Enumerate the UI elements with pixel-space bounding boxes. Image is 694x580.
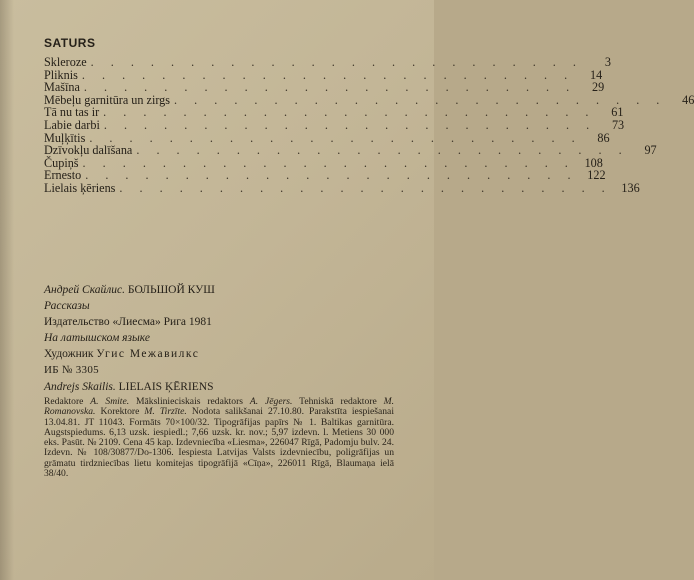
toc-entry-page: 29 bbox=[592, 80, 605, 95]
toc-entry-title: Tā nu tas ir bbox=[44, 105, 100, 120]
toc-entry-page: 86 bbox=[597, 130, 610, 145]
toc-leader-dots: . . . . . . . . . . . . . . . . . . . . . . . . . bbox=[103, 105, 596, 120]
toc-entry-title: Mašīna bbox=[44, 80, 80, 95]
ru-artist-line bbox=[44, 346, 394, 362]
ru-genre: Рассказы bbox=[44, 300, 90, 312]
toc-entry bbox=[44, 55, 611, 69]
toc-leader-dots: . . . . . . . . . . . . . . . . . . . . . . . . . bbox=[81, 67, 575, 82]
toc-leader-dots: . . . . . . . . . . . . . . . . . . . . . . . . . bbox=[85, 168, 578, 183]
toc-entry-page: 122 bbox=[587, 168, 606, 183]
toc-leader-dots: . . . . . . . . . . . . . . . . . . . . . . . . . bbox=[119, 180, 612, 195]
toc-leader-dots: . . . . . . . . . . . . . . . . . . . . . . . . . bbox=[174, 92, 667, 107]
toc-entry-page: 61 bbox=[611, 105, 624, 120]
credits-paragraph bbox=[44, 397, 394, 479]
toc-heading: SATURS bbox=[44, 36, 96, 50]
credits-tech-editor: M. Romanovska. bbox=[44, 396, 394, 418]
toc-leader-dots: . . . . . . . . . . . . . . . . . . . . . . . . . bbox=[90, 55, 583, 69]
ru-author: Андрей Скайлис. bbox=[44, 284, 126, 296]
toc-entry-title: Lielais ķēriens bbox=[44, 180, 116, 195]
toc-entry-page: 46 bbox=[682, 92, 694, 107]
lv-author: Andrejs Skailis. bbox=[44, 381, 116, 393]
toc-entry bbox=[44, 143, 657, 158]
credits-art-editor: A. Jēgers. bbox=[249, 396, 293, 407]
toc-entry-title: Ernesto bbox=[44, 168, 82, 183]
toc-entry bbox=[44, 180, 640, 195]
lv-author-title-line bbox=[44, 379, 394, 395]
toc-leader-dots: . . . . . . . . . . . . . . . . . . . . . . . . . bbox=[103, 117, 597, 132]
toc-entry-title: Čupiņš bbox=[44, 155, 79, 170]
ru-publisher: Издательство «Лиесма» Рига 1981 bbox=[44, 316, 212, 328]
toc-entry-title: Dzīvokļu dalīšana bbox=[44, 143, 133, 158]
toc-entry bbox=[44, 80, 605, 95]
credits-corrector-label: Korektore bbox=[100, 406, 140, 418]
ru-author-title-line bbox=[44, 282, 394, 298]
credits-corrector: M. Tirzīte. bbox=[144, 406, 187, 418]
lv-title: LIELAIS ĶĒRIENS bbox=[118, 381, 214, 393]
toc-entry-page: 136 bbox=[621, 180, 640, 195]
imprint-block bbox=[44, 282, 394, 479]
toc-entry-page: 14 bbox=[589, 67, 603, 82]
toc-entry-title: Mēbeļu garnitūra un zirgs bbox=[44, 92, 171, 107]
toc-leader-dots: . . . . . . . . . . . . . . . . . . . . . . . . . bbox=[82, 155, 575, 170]
toc-entry-page: 108 bbox=[584, 155, 603, 170]
toc-entry-page: 3 bbox=[604, 55, 611, 69]
credits-body: Nodota salikšanai 27.10.80. Parakstīta iespiešanai 13.04.81. JT 11043. Formāts 70×100/32. Tipogrāfijas papīrs № 1. Baltikas garnitūra. Augstspiedums. 6,13 uzsk. iespiedl.; 7,66 uzsk. kr. nov.; 5,97 izdevn. l. Metiens 30 000 eks. Pasūt. № 2109. Cena 45 kap. Izdevniecība «Liesma», 226047 Rīgā, Padomju bulv. 24. Izdevn. № 108/30877/Do-1306. Iespiesta Latvijas Valsts izdevniecību, poligrāfijas un grāmatu tirdzniecības lietu komitejas tipogrāfijā «Cīņa», 226011 Rīgā, Blaumaņa ielā 38/40. bbox=[44, 406, 394, 480]
credits-tech-editor-label: Tehniskā redaktore bbox=[299, 396, 377, 407]
toc-leader-dots: . . . . . . . . . . . . . . . . . . . . . . . . . bbox=[83, 80, 577, 95]
toc-entry-page: 97 bbox=[644, 143, 657, 158]
toc-entry bbox=[44, 117, 625, 132]
toc-leader-dots: . . . . . . . . . . . . . . . . . . . . . . . . . bbox=[136, 143, 629, 158]
credits-art-editor-label: Mākslinieciskais redaktors bbox=[135, 396, 244, 407]
page-shadow bbox=[0, 0, 14, 580]
toc-entry-title: Pliknis bbox=[44, 67, 78, 82]
toc-entry-page: 73 bbox=[611, 117, 625, 132]
ru-ib-number: ИБ № 3305 bbox=[44, 364, 99, 376]
ru-artist-label: Художник bbox=[44, 348, 94, 360]
credits-editor-label: Redaktore bbox=[44, 396, 84, 407]
ru-language: На латышском языке bbox=[44, 332, 150, 344]
table-of-contents bbox=[44, 55, 694, 195]
toc-entry-title: Skleroze bbox=[44, 55, 87, 69]
ru-artist-name: Угис Межавилкс bbox=[96, 348, 200, 360]
toc-entry-title: Muļķītis bbox=[44, 130, 86, 145]
credits-editor: A. Smite. bbox=[90, 396, 130, 407]
ru-title: БОЛЬШОЙ КУШ bbox=[127, 284, 215, 296]
toc-leader-dots: . . . . . . . . . . . . . . . . . . . . . . . . . bbox=[89, 130, 582, 145]
toc-entry-title: Labie darbi bbox=[44, 117, 100, 132]
